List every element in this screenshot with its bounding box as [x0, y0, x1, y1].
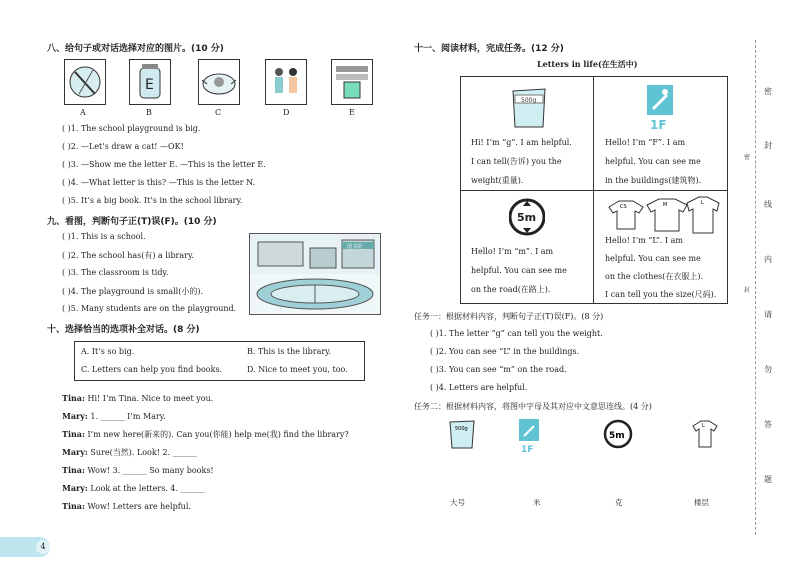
- sec8-item-2[interactable]: ( )2. —Let’s draw a cat! —OK!: [62, 142, 184, 151]
- floor-sign-icon: [645, 83, 675, 133]
- cell-f-text: Hello! I’m “F”. I am helpful. You can see me in the buildings(建筑物).: [605, 138, 702, 185]
- task-1-title: 任务一：根据材料内容，判断句子正(T)误(F)。(8 分): [414, 312, 604, 321]
- cell-l-text: Hello! I’m “L”. I am helpful. You can see me on the clothes(在衣服上). I can tell you the size(尺码).: [605, 236, 717, 299]
- weight-bag-small-icon: [447, 418, 477, 450]
- shirts-icon: [603, 195, 721, 235]
- dialogue-line-6[interactable]: Mary: Look at the letters. 4. ______: [62, 483, 205, 493]
- svg-text:1F: 1F: [650, 118, 667, 132]
- task1-item-3[interactable]: ( )3. You can see “m” on the road.: [430, 365, 567, 374]
- margin-small-2: 封: [744, 287, 751, 294]
- sec8-item-4[interactable]: ( )4. —What letter is this? —This is the letter N.: [62, 178, 256, 187]
- margin-char-3: 线: [764, 200, 772, 209]
- word-floor[interactable]: 楼层: [694, 498, 709, 507]
- picture-label-d: D: [283, 108, 290, 117]
- sec9-item-2[interactable]: ( )2. The school has(有) a library.: [62, 251, 194, 260]
- svg-text:CS: CS: [620, 204, 627, 210]
- school-scene-image: [249, 233, 381, 315]
- dialogue-line-3: Tina: I’m new here(新来的). Can you(你能) help me(我) find the library?: [62, 429, 349, 439]
- dialogue-line-5[interactable]: Tina: Wow! 3. ______ So many books!: [62, 465, 214, 475]
- task1-item-4[interactable]: ( )4. Letters are helpful.: [430, 383, 528, 392]
- cat-drawing-icon: [199, 60, 239, 104]
- margin-char-2: 封: [764, 141, 772, 150]
- reading-subtitle: Letters in life(在生活中): [537, 59, 638, 69]
- margin-small-1: 密: [744, 154, 751, 161]
- margin-char-6: 勿: [764, 365, 772, 374]
- margin-char-7: 答: [764, 420, 772, 429]
- word-gram[interactable]: 克: [615, 498, 623, 507]
- margin-char-4: 内: [764, 255, 772, 264]
- children-icon: [266, 60, 306, 104]
- word-meter[interactable]: 米: [533, 498, 541, 507]
- word-large-size[interactable]: 大号: [450, 498, 465, 507]
- page-number: 4: [36, 540, 50, 554]
- svg-text:500g: 500g: [455, 426, 468, 432]
- section-11-title: 十一、阅读材料，完成任务。(12 分): [414, 44, 564, 54]
- picture-c: [198, 59, 240, 105]
- picture-label-c: C: [215, 108, 222, 117]
- section-9-title: 九、看图，判断句子正(T)误(F)。(10 分): [47, 217, 217, 227]
- margin-char-5: 请: [764, 310, 772, 319]
- svg-text:L: L: [701, 200, 704, 206]
- jar-letter-e-icon: [130, 60, 170, 104]
- svg-text:E: E: [145, 77, 154, 93]
- picture-e: [331, 59, 373, 105]
- seal-line: [755, 40, 757, 535]
- weight-bag-icon: [509, 85, 549, 131]
- svg-text:L: L: [702, 423, 705, 429]
- svg-text:5m: 5m: [517, 211, 537, 224]
- compass-icon: [65, 60, 105, 104]
- sec9-item-5[interactable]: ( )5. Many students are on the playground.: [62, 304, 237, 313]
- height-limit-small-icon: [603, 418, 633, 450]
- svg-text:5m: 5m: [609, 431, 625, 441]
- picture-label-e: E: [349, 108, 355, 117]
- dialogue-line-7: Tina: Wow! Letters are helpful.: [62, 501, 191, 511]
- sec9-item-1[interactable]: ( )1. This is a school.: [62, 232, 146, 241]
- picture-label-a: A: [80, 108, 86, 117]
- sec8-item-3[interactable]: ( )3. —Show me the letter E. —This is the letter E.: [62, 160, 266, 169]
- picture-a: [64, 59, 106, 105]
- cell-g-text: Hi! I’m “g”. I am helpful. I can tell(告诉) you the weight(重量).: [471, 138, 572, 185]
- sec8-item-5[interactable]: ( )5. It’s a big book. It’s in the school library.: [62, 196, 243, 205]
- page-number-tab: [0, 537, 50, 557]
- svg-text:1F: 1F: [521, 445, 534, 454]
- picture-b: [129, 59, 171, 105]
- option-b: B. This is the library.: [247, 347, 332, 356]
- options-box: [74, 341, 365, 381]
- option-c: C. Letters can help you find books.: [81, 365, 223, 374]
- library-book-icon: [332, 60, 372, 104]
- height-limit-sign-icon: [509, 197, 545, 237]
- option-d: D. Nice to meet you, too.: [247, 365, 348, 374]
- picture-label-b: B: [146, 108, 152, 117]
- svg-text:M: M: [663, 202, 668, 208]
- sec9-item-3[interactable]: ( )3. The classroom is tidy.: [62, 268, 169, 277]
- margin-char-1: 密: [764, 87, 772, 96]
- sec9-item-4[interactable]: ( )4. The playground is small(小的).: [62, 287, 203, 296]
- task1-item-1[interactable]: ( )1. The letter “g” can tell you the weight.: [430, 329, 603, 338]
- task-2-title: 任务二：根据材料内容，将图中字母及其对应中文意思连线。(4 分): [414, 402, 652, 411]
- section-10-title: 十、选择恰当的选项补全对话。(8 分): [47, 325, 200, 335]
- dialogue-line-1: Tina: Hi! I’m Tina. Nice to meet you.: [62, 393, 214, 403]
- svg-text:500g: 500g: [521, 97, 537, 104]
- margin-char-8: 题: [764, 475, 772, 484]
- task1-item-2[interactable]: ( )2. You can see “L” in the buildings.: [430, 347, 580, 356]
- picture-d: [265, 59, 307, 105]
- shirt-small-icon: [690, 418, 720, 450]
- option-a: A. It’s so big.: [81, 347, 135, 356]
- dialogue-line-2[interactable]: Mary: 1. ______ I’m Mary.: [62, 411, 166, 421]
- cell-m-text: Hello! I’m “m”. I am helpful. You can see me on the road(在路上).: [471, 247, 567, 294]
- reading-grid: [460, 76, 728, 304]
- sec8-item-1[interactable]: ( )1. The school playground is big.: [62, 124, 201, 133]
- section-8-title: 八、给句子或对话选择对应的图片。(10 分): [47, 44, 224, 54]
- dialogue-line-4[interactable]: Mary: Sure(当然). Look! 2. ______: [62, 447, 197, 457]
- library-sign: 图书馆: [347, 244, 363, 250]
- floor-sign-small-icon: [518, 418, 540, 454]
